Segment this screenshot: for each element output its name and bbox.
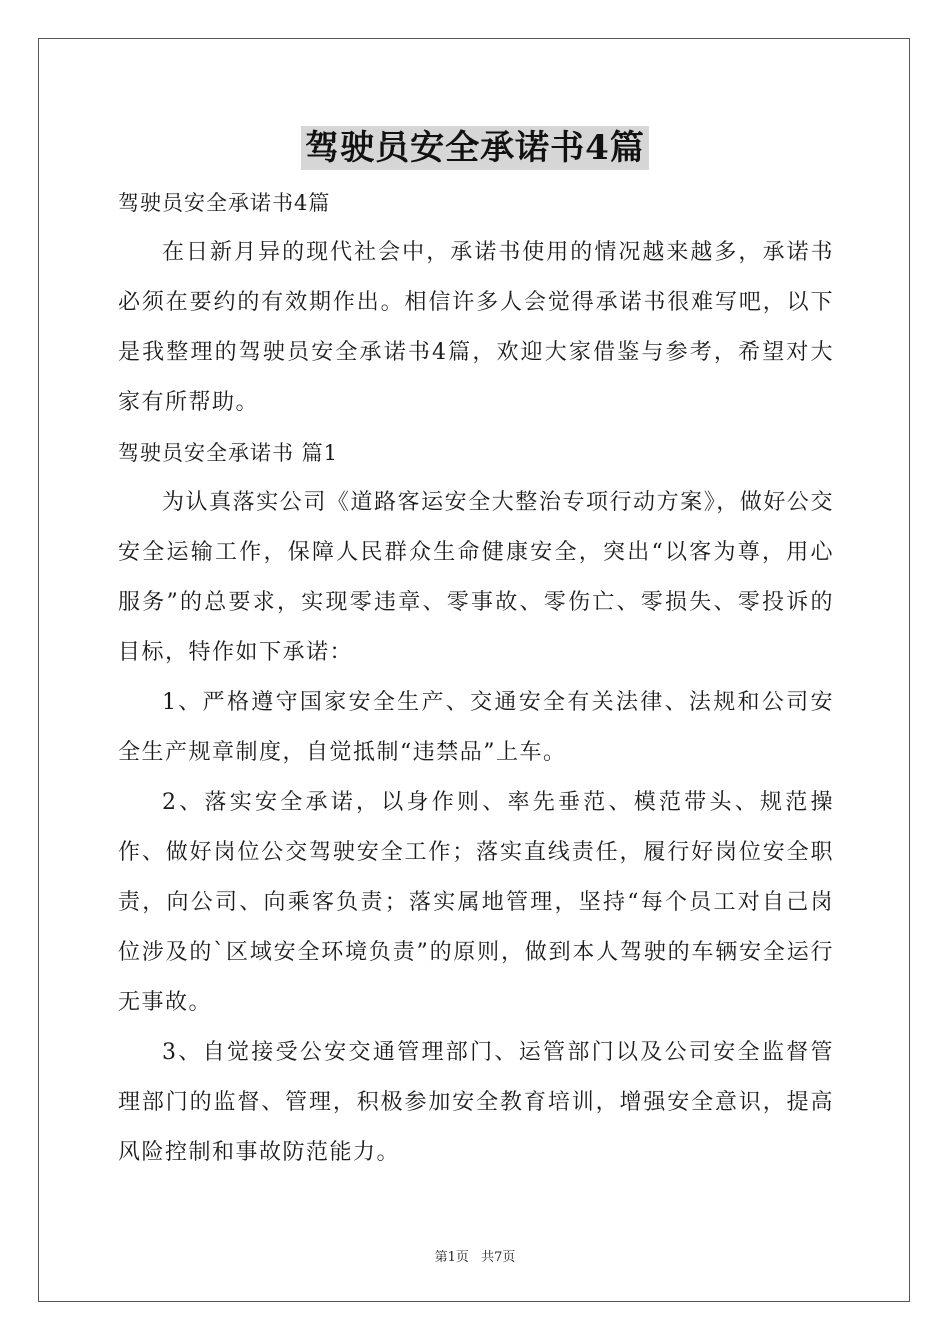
page-total: 共7页 — [481, 1250, 516, 1265]
title-container — [0, 126, 950, 170]
document-title: 驾驶员安全承诺书4篇 — [301, 126, 649, 170]
body-paragraph: 为认真落实公司《道路客运安全大整治专项行动方案》，做好公交安全运输工作，保障人民群众生命健康安全，突出“以客为尊，用心服务”的总要求，实现零违章、零事故、零伤亡、零损失、零投诉的目标，特作如下承诺： — [118, 490, 834, 665]
body-paragraph: 1、严格遵守国家安全生产、交通安全有关法律、法规和公司安全生产规章制度，自觉抵制“违禁品”上车。 — [118, 690, 834, 765]
body-paragraph: 2、落实安全承诺，以身作则、率先垂范、模范带头、规范操作、做好岗位公交驾驶安全工作；落实直线责任，履行好岗位安全职责，向公司、向乘客负责；落实属地管理，坚持“每个员工对自己岗位涉及的`区域安全环境负责”的原则，做到本人驾驶的车辆安全运行无事故。 — [118, 790, 834, 1015]
document-subtitle: 驾驶员安全承诺书4篇 — [118, 191, 331, 215]
intro-paragraph: 在日新月异的现代社会中，承诺书使用的情况越来越多，承诺书必须在要约的有效期作出。相信许多人会觉得承诺书很难写吧，以下是我整理的驾驶员安全承诺书4篇，欢迎大家借鉴与参考，希望对大家有所帮助。 — [118, 240, 834, 415]
page-number: 第1页 — [434, 1250, 469, 1265]
document-body — [118, 178, 834, 1178]
section-heading: 驾驶员安全承诺书 篇1 — [118, 441, 339, 465]
page-footer — [0, 1246, 950, 1265]
body-paragraph: 3、自觉接受公安交通管理部门、运管部门以及公司安全监督管理部门的监督、管理，积极参加安全教育培训，增强安全意识，提高风险控制和事故防范能力。 — [118, 1040, 834, 1165]
